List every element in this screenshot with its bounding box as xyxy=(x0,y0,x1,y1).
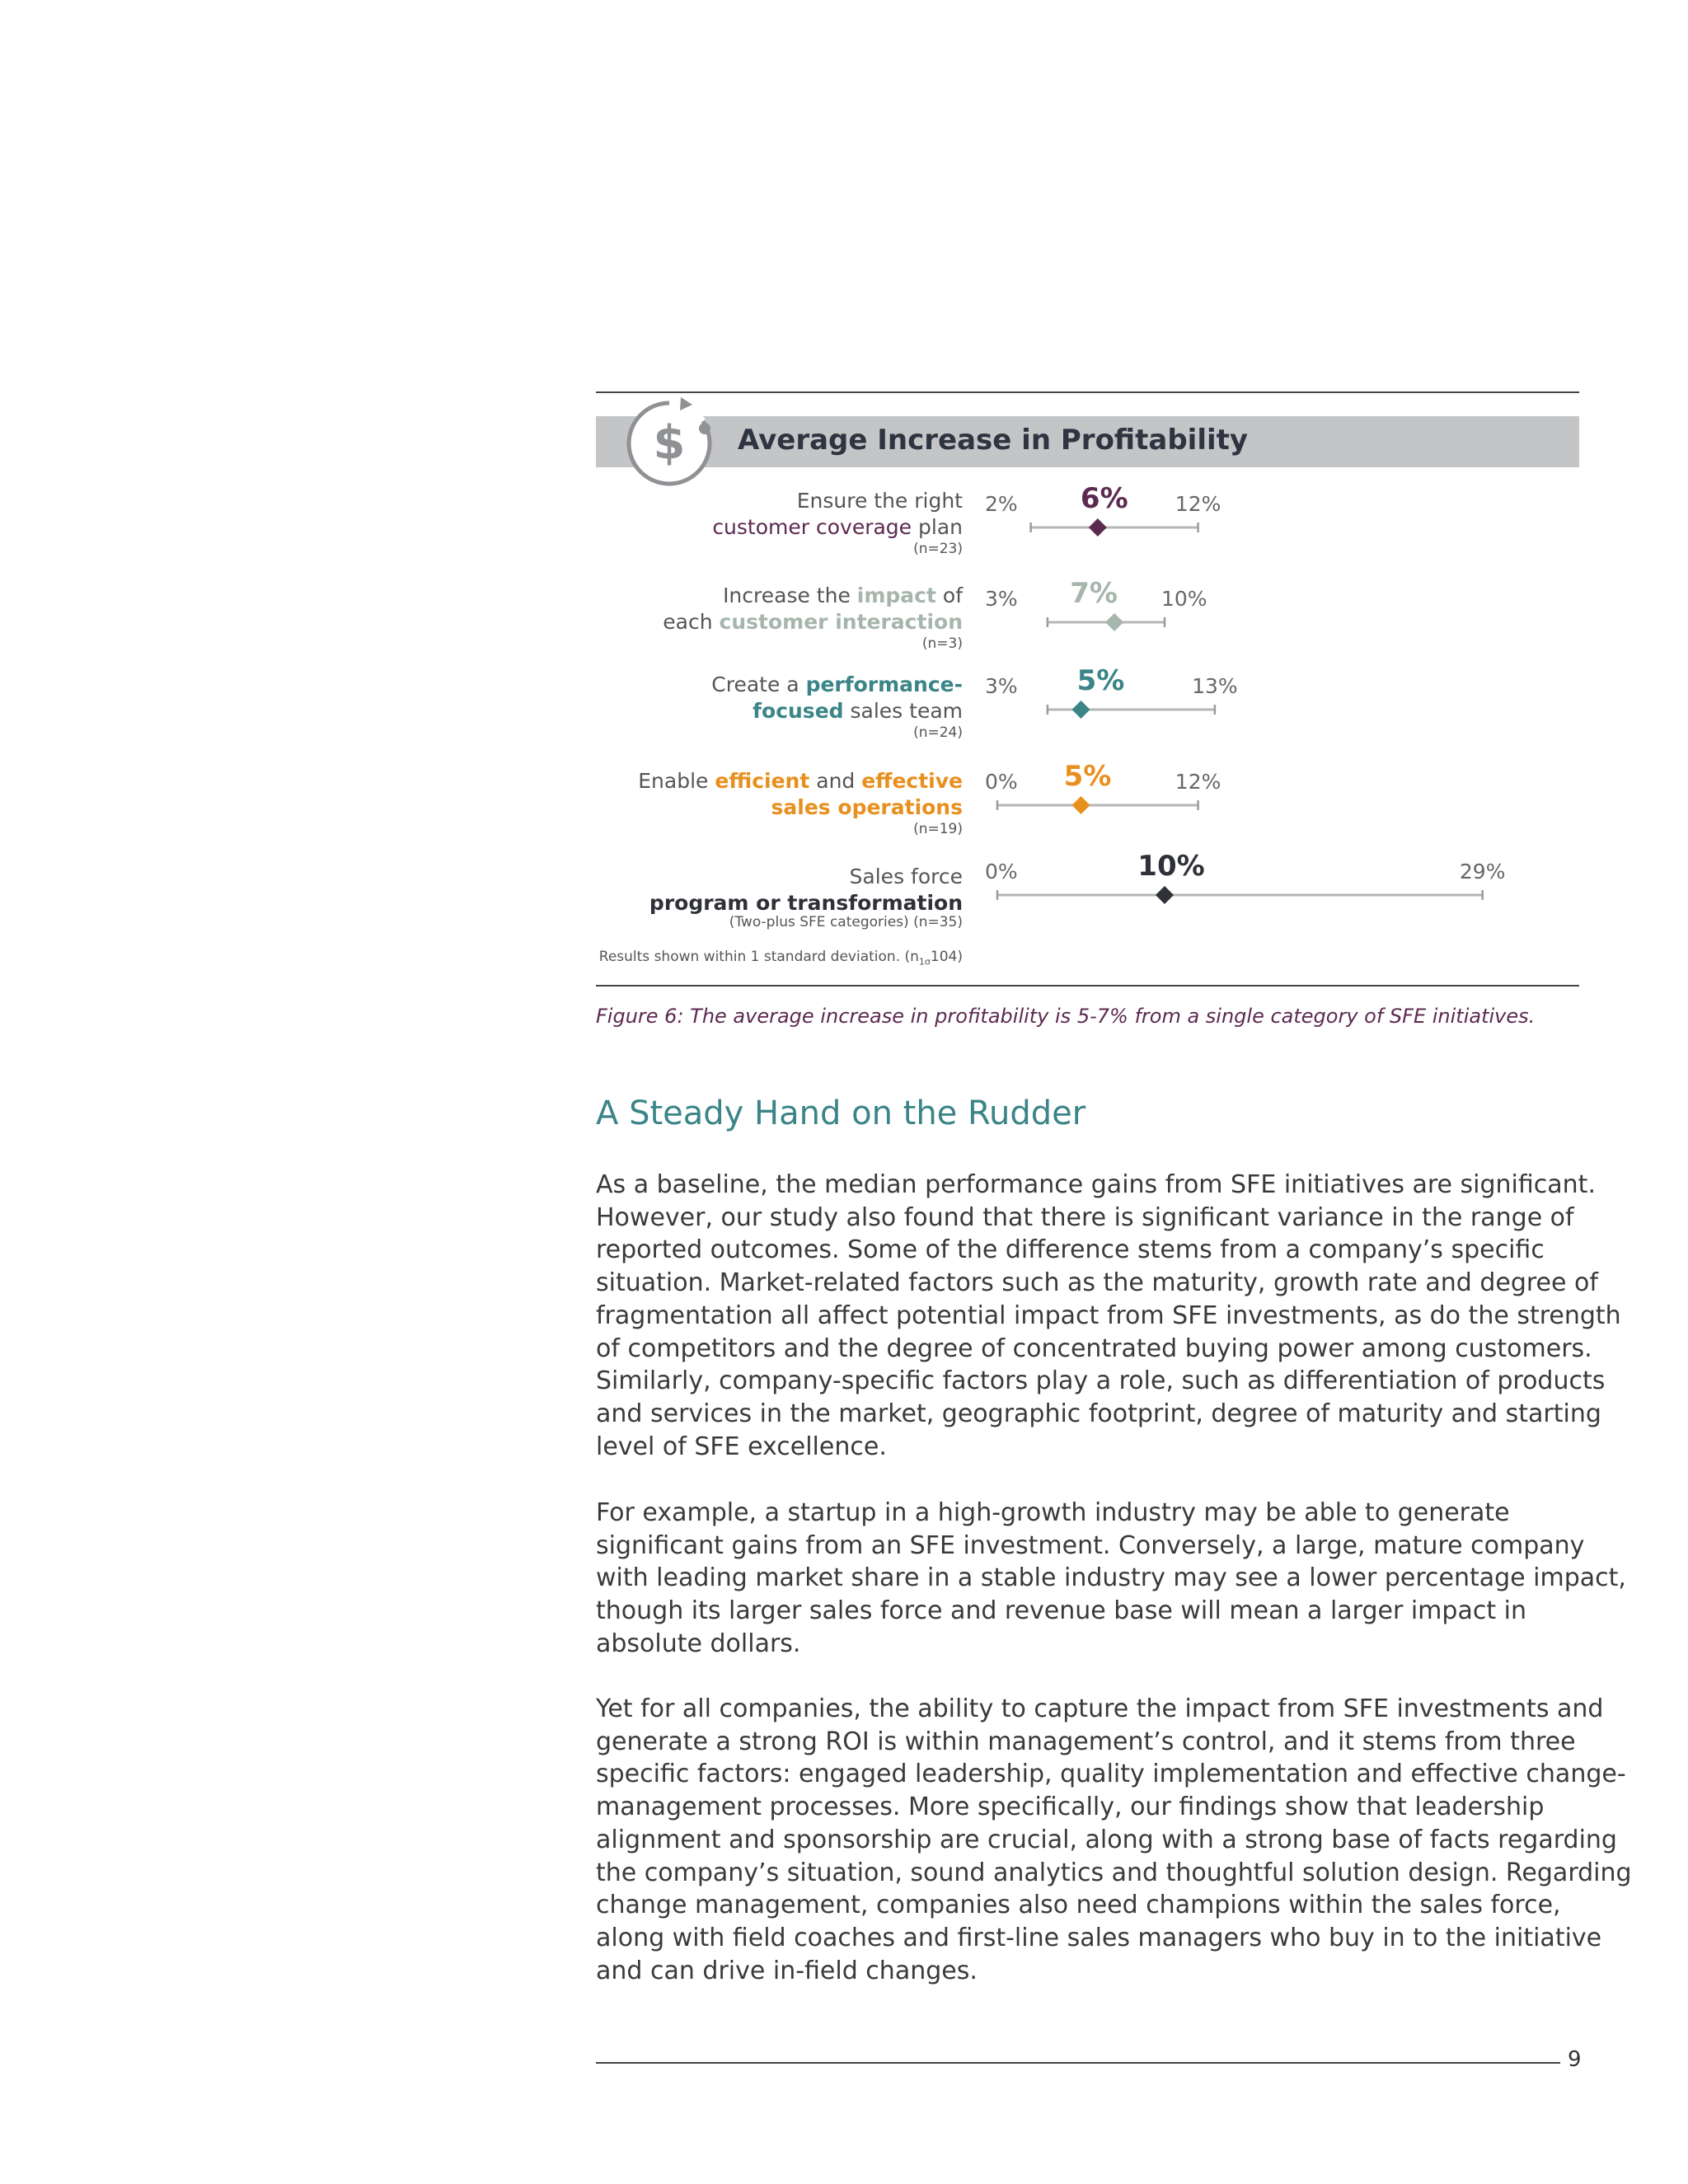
paragraph-line: reported outcomes. Some of the difference stems from a company’s specific xyxy=(596,1235,1545,1265)
high-value-label: 10% xyxy=(1161,587,1207,611)
mean-value-label: 7% xyxy=(1070,577,1118,610)
high-value-label: 12% xyxy=(1175,770,1221,794)
paragraph-line: absolute dollars. xyxy=(596,1629,801,1658)
paragraph-line: As a baseline, the median performance gains from SFE initiatives are significant. xyxy=(596,1170,1596,1199)
row-label-line xyxy=(771,794,963,820)
mean-value-label: 6% xyxy=(1080,482,1128,515)
row-label-segment: and xyxy=(809,769,862,793)
row-label-segment: customer coverage xyxy=(712,515,912,539)
paragraph-line: Yet for all companies, the ability to capture the impact from SFE investments and xyxy=(596,1694,1604,1723)
paragraph-line: and services in the market, geographic footprint, degree of maturity and starting xyxy=(596,1399,1601,1428)
paragraph-line: with leading market share in a stable industry may see a lower percentage impact, xyxy=(596,1563,1626,1593)
svg-text:$: $ xyxy=(653,416,686,470)
chart-bottom-rule xyxy=(596,985,1579,987)
row-sample-size: (Two-plus SFE categories) (n=35) xyxy=(729,914,963,930)
row-label-line xyxy=(850,864,963,889)
row-sample-size: (n=3) xyxy=(921,635,963,652)
paragraph-line: situation. Market-related factors such as the maturity, growth rate and degree of xyxy=(596,1268,1598,1298)
paragraph-line: the company’s situation, sound analytics and thoughtful solution design. Regarding xyxy=(596,1858,1632,1887)
high-value-label: 29% xyxy=(1459,860,1506,883)
row-label-segment: Enable xyxy=(638,769,715,793)
paragraph-line: and can drive in-field changes. xyxy=(596,1956,978,1985)
low-value-label: 0% xyxy=(985,860,1018,883)
mean-marker xyxy=(1089,518,1107,537)
low-value-label: 0% xyxy=(985,770,1018,794)
paragraph-line: along with field coaches and first-line sales managers who buy in to the initiative xyxy=(596,1923,1602,1952)
paragraph-line: generate a strong ROI is within management’s control, and it stems from three xyxy=(596,1727,1576,1756)
mean-value-label: 5% xyxy=(1076,664,1125,697)
row-label-line xyxy=(712,514,963,540)
row-label-segment: program or transformation xyxy=(649,891,963,915)
chart-title: Average Increase in Profitability xyxy=(738,424,1249,457)
paragraph-line: though its larger sales force and revenue base will mean a larger impact in xyxy=(596,1596,1526,1626)
row-label-segment: Ensure the right xyxy=(796,489,963,513)
row-label-line xyxy=(638,768,963,794)
low-value-label: 3% xyxy=(985,587,1018,611)
paragraph-line: of competitors and the degree of concentrated buying power among customers. xyxy=(596,1333,1592,1363)
section-heading: A Steady Hand on the Rudder xyxy=(596,1094,1086,1132)
mean-marker xyxy=(1072,796,1090,814)
row-label-segment: efficient xyxy=(715,769,810,793)
row-label-line xyxy=(649,890,963,916)
row-label-line xyxy=(797,488,963,513)
row-sample-size: (n=23) xyxy=(913,541,963,557)
figure-caption: Figure 6: The average increase in profitability is 5-7% from a single category of SFE initiatives. xyxy=(596,1005,1536,1028)
row-label-segment: performance- xyxy=(805,673,963,696)
paragraph-line: level of SFE excellence. xyxy=(596,1432,887,1461)
row-label-line xyxy=(723,583,963,608)
row-label-segment: Create a xyxy=(711,673,806,696)
paragraph-line: Similarly, company-specific factors play a role, such as differentiation of products xyxy=(596,1366,1606,1396)
paragraph xyxy=(596,1169,1621,1463)
row-label-segment: impact xyxy=(856,583,936,607)
row-label-segment: Sales force xyxy=(849,865,963,888)
paragraph xyxy=(596,1693,1632,1987)
row-label-segment: plan xyxy=(912,515,963,539)
chart-footnote: Results shown within 1 standard deviation. $(n_{1\sigma}104)$ xyxy=(598,949,963,968)
chart-top-rule xyxy=(596,391,1579,393)
row-label-segment: of xyxy=(935,583,963,607)
row-label-line xyxy=(753,698,963,724)
low-value-label: 2% xyxy=(985,492,1018,516)
paragraph-line: change management, companies also need champions within the sales force, xyxy=(596,1891,1561,1920)
mean-value-label: 10% xyxy=(1137,850,1205,883)
low-value-label: 3% xyxy=(985,674,1018,698)
paragraph-line: However, our study also found that there is significant variance in the range of xyxy=(596,1202,1574,1232)
row-label-segment: customer interaction xyxy=(719,610,963,634)
paragraph-line: specific factors: engaged leadership, quality implementation and effective change- xyxy=(596,1760,1626,1789)
row-label-line xyxy=(711,672,963,697)
mean-marker xyxy=(1105,613,1123,631)
mean-value-label: 5% xyxy=(1063,760,1112,793)
paragraph-line: fragmentation all affect potential impact from SFE investments, as do the strength xyxy=(596,1301,1621,1330)
paragraph-line: alignment and sponsorship are crucial, along with a strong base of facts regarding xyxy=(596,1825,1617,1854)
row-sample-size: (n=19) xyxy=(913,821,963,837)
high-value-label: 13% xyxy=(1192,674,1238,698)
page-number: 9 xyxy=(1568,2047,1582,2072)
row-label-segment: sales team xyxy=(843,699,963,723)
paragraph-line: management processes. More specifically, our findings show that leadership xyxy=(596,1793,1545,1822)
row-sample-size: (n=24) xyxy=(913,724,963,741)
dollar-cycle-icon xyxy=(620,394,719,493)
paragraph xyxy=(596,1497,1626,1661)
row-label-segment: each xyxy=(663,610,720,634)
row-label-segment: effective xyxy=(861,769,963,793)
row-label-segment: Increase the xyxy=(723,583,857,607)
mean-marker xyxy=(1156,886,1174,904)
paragraph-line: For example, a startup in a high-growth industry may be able to generate xyxy=(596,1498,1510,1527)
row-label-segment: sales operations xyxy=(771,795,963,819)
mean-marker xyxy=(1072,701,1090,719)
paragraph-line: significant gains from an SFE investment. Conversely, a large, mature company xyxy=(596,1530,1585,1560)
high-value-label: 12% xyxy=(1175,492,1221,516)
row-label-segment: focused xyxy=(753,699,844,723)
row-label-line xyxy=(663,609,963,635)
footer-rule xyxy=(596,2062,1560,2064)
